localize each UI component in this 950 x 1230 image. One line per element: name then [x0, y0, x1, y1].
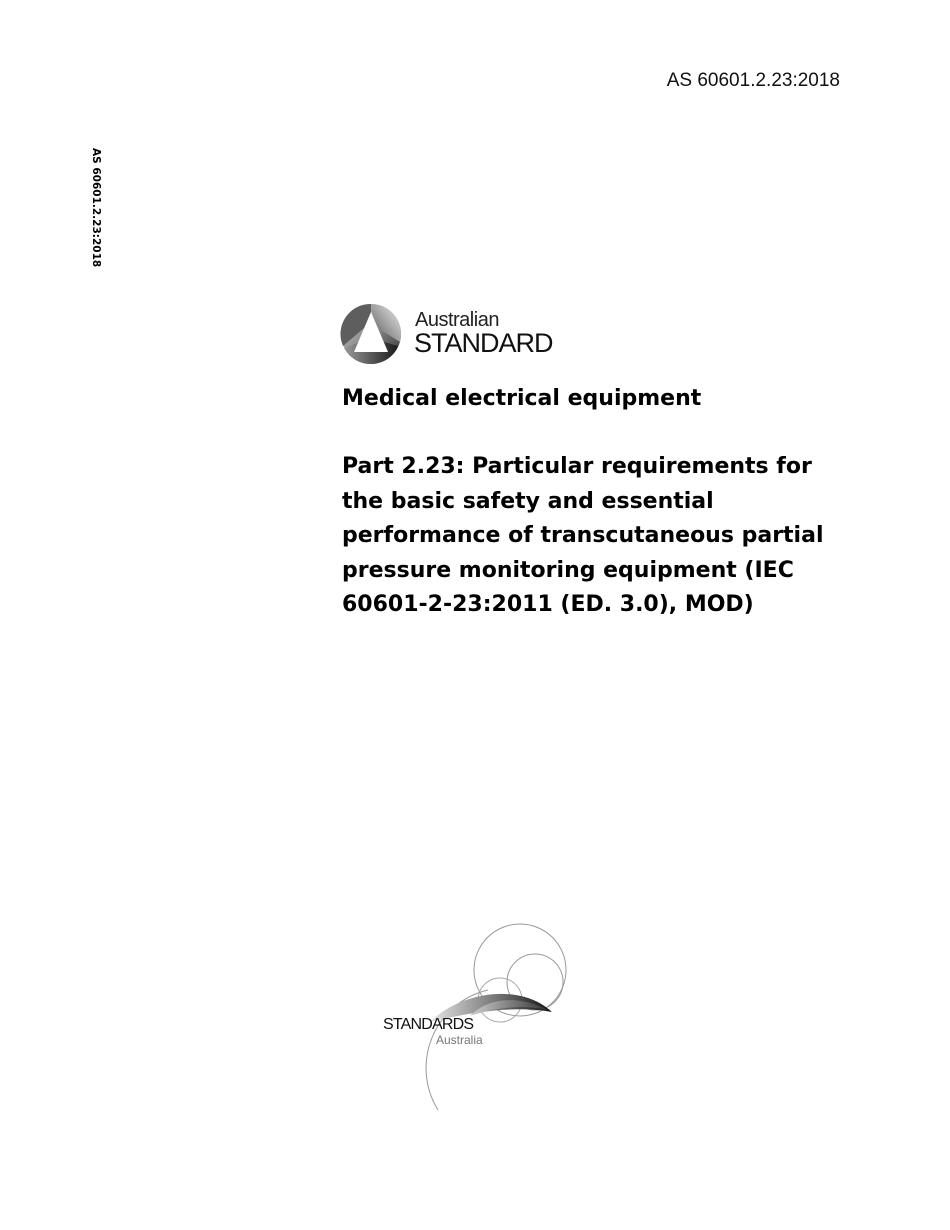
- page-subtitle: Part 2.23: Particular requirements for the basic safety and essential performance of transcutaneous partial pressure monitoring equipment (IEC 60601-2-23:2011 (ED. 3.0), MOD): [342, 454, 824, 617]
- standards-australia-logo: [370, 920, 580, 1120]
- brand-line-2: STANDARD: [414, 328, 553, 358]
- document-number: AS 60601.2.23:2018: [666, 70, 840, 91]
- page-title: Medical electrical equipment: [342, 386, 702, 411]
- australian-standard-logo: [340, 302, 570, 366]
- spine-label: [86, 148, 106, 268]
- publisher-line-1: STANDARDS: [383, 1016, 474, 1033]
- brand-line-1: Australian: [415, 309, 499, 331]
- spine-text: AS 60601.2.23:2018: [90, 148, 102, 268]
- publisher-line-2: Australia: [436, 1033, 483, 1047]
- australian-standard-emblem-icon: [340, 302, 406, 366]
